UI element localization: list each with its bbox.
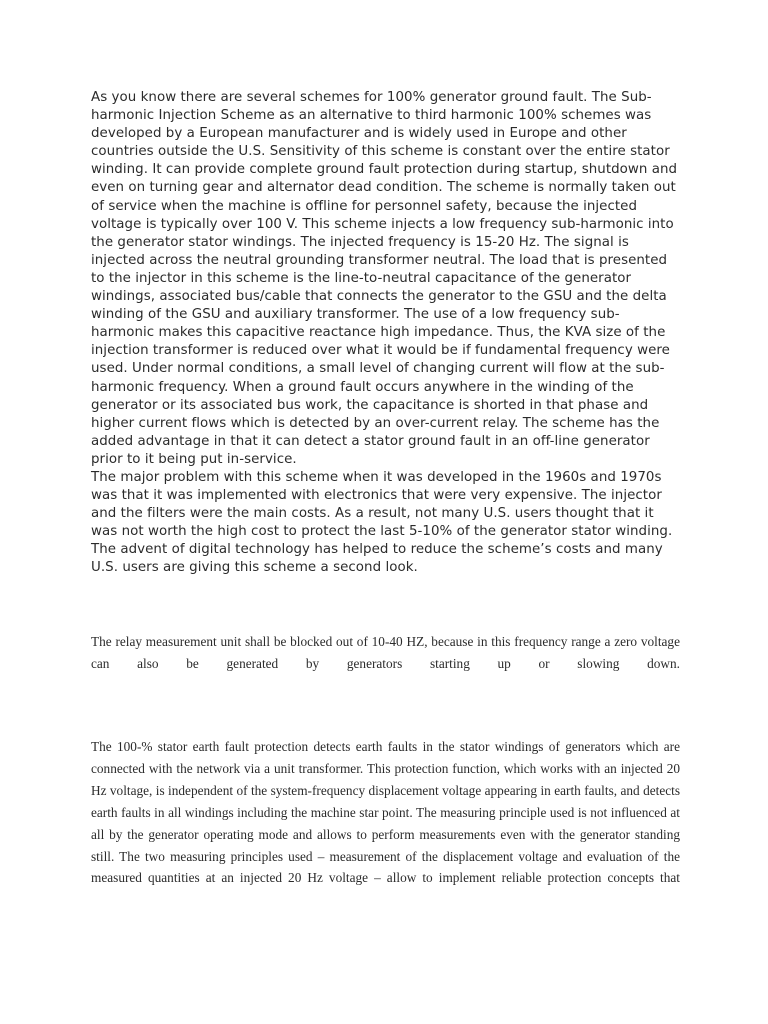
relay-section [91, 631, 680, 675]
intro-paragraph-2: The major problem with this scheme when it was developed in the 1960s and 1970s was that it was implemented with electronics that were very expensive. The injector and the filters were the main costs. As a result, not many U.S. users thought that it was not worth the high cost to protect the last 5-10% of the generator stator winding. The advent of digital technology has helped to reduce the scheme’s costs and many U.S. users are giving this scheme a second look. [91, 469, 673, 576]
relay-paragraph: The relay measurement unit shall be blocked out of 10-40 HZ, because in this frequency range a zero voltage can also be generated by generators starting up or slowing down. [91, 634, 680, 671]
intro-paragraph-1: As you know there are several schemes for 100% generator ground fault. The Sub-harmonic Injection Scheme as an alternative to third harmonic 100% schemes was developed by a European manufacturer and is widely used in Europe and other countries outside the U.S. Sensitivity of this scheme is constant over the entire stator winding. It can provide complete ground fault protection during startup, shutdown and even on turning gear and alternator dead condition. The scheme is normally taken out of service when the machine is offline for personnel safety, because the injected voltage is typically over 100 V. This scheme injects a low frequency sub-harmonic into the generator stator windings. The injected frequency is 15-20 Hz. The signal is injected across the neutral grounding transformer neutral. The load that is presented to the injector in this scheme is the line-to-neutral capacitance of the generator windings, associated bus/cable that connects the generator to the GSU and the delta winding of the GSU and auxiliary transformer. The use of a low frequency sub-harmonic makes this capacitive reactance high impedance. Thus, the KVA size of the injection transformer is reduced over what it would be if fundamental frequency were used. Under normal conditions, a small level of changing current will flow at the sub-harmonic frequency. When a ground fault occurs anywhere in the winding of the generator or its associated bus work, the capacitance is shorted in that phase and higher current flows which is detected by an over-current relay. The scheme has the added advantage in that it can detect a stator ground fault in an off-line generator prior to it being put in-service. [91, 90, 678, 467]
stator-section [91, 736, 680, 889]
stator-paragraph: The 100-% stator earth fault protection detects earth faults in the stator windings of generators which are connected with the network via a unit transformer. This protection function, which works with an injected 20 Hz voltage, is independent of the system-frequency displacement voltage appearing in earth faults, and detects earth faults in all windings including the machine star point. The measuring principle used is not influenced at all by the generator operating mode and allows to perform measurements even with the generator standing still. The two measuring principles used – measurement of the displacement voltage and evaluation of the measured quantities at an injected 20 Hz voltage – allow to implement reliable protection concepts that [91, 739, 680, 886]
intro-section [91, 89, 679, 578]
